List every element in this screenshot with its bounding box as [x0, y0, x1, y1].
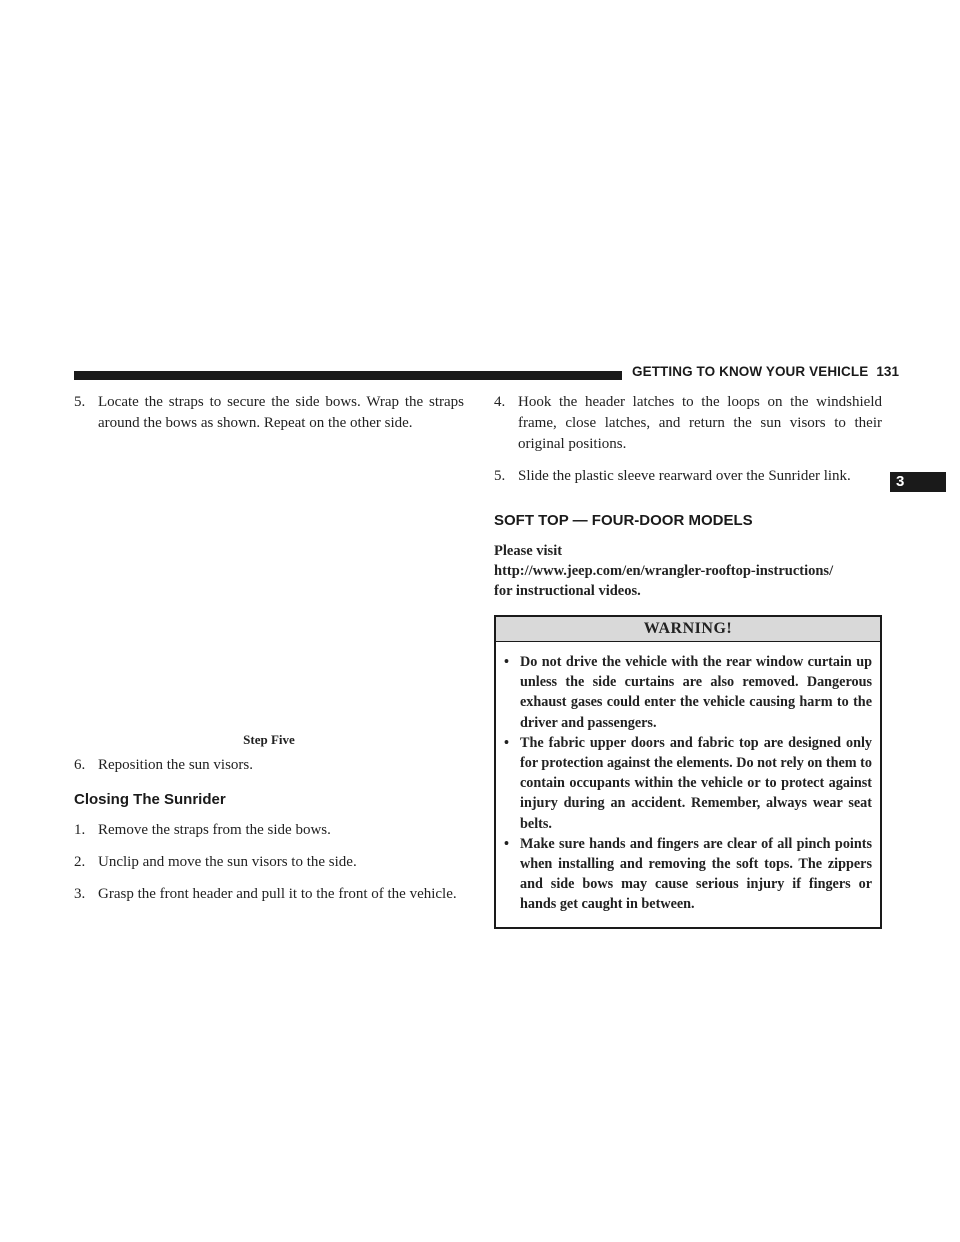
bullet-icon: • — [504, 835, 509, 852]
left-column — [74, 392, 464, 916]
header-rule — [74, 371, 622, 380]
step-five-figure — [74, 445, 464, 731]
warning-box — [494, 615, 882, 929]
step-5-sleeve-item: 5. Slide the plastic sleeve rearward over the Sunrider link. — [494, 468, 851, 484]
running-header — [632, 364, 899, 379]
warning-item: • The fabric upper doors and fabric top are designed only for protection against the elements. Do not rely on them to contain occupants within the vehicle or to protect against injury during an accident. Remember, always wear seat belts. — [504, 734, 872, 832]
page-number: 131 — [876, 364, 900, 379]
warning-item: • Do not drive the vehicle with the rear window curtain up unless the side curtains are also removed. Dangerous exhaust gases could enter the vehicle causing harm to the driver and passengers. — [504, 654, 872, 731]
figure-caption: Step Five — [243, 732, 295, 747]
bullet-icon: • — [504, 734, 509, 751]
soft-top-heading: SOFT TOP — FOUR-DOOR MODELS — [494, 512, 753, 529]
closing-step-2: 2. Unclip and move the sun visors to the side. — [74, 854, 357, 870]
step-5-item: 5. Locate the straps to secure the side bows. Wrap the straps around the bows as shown. Repeat on the other side. — [74, 394, 464, 431]
closing-sunrider-heading: Closing The Sunrider — [74, 791, 226, 808]
warning-item: • Make sure hands and fingers are clear of all pinch points when installing and removing the soft tops. The zippers and side bows may cause serious injury if fingers or hands get caught in between. — [504, 835, 872, 913]
video-instructions-note: Please visit http://www.jeep.com/en/wrangler-rooftop-instructions/ for instructional videos. — [494, 543, 834, 599]
instructions-url: http://www.jeep.com/en/wrangler-rooftop-instructions/ — [494, 563, 834, 579]
bullet-icon: • — [504, 654, 509, 670]
closing-step-3: 3. Grasp the front header and pull it to the front of the vehicle. — [74, 886, 457, 902]
warning-list — [496, 642, 880, 927]
right-column — [494, 392, 882, 929]
step-4-item: 4. Hook the header latches to the loops on the windshield frame, close latches, and return the sun visors to their original positions. — [494, 394, 882, 452]
step-6-item: 6. Reposition the sun visors. — [74, 757, 254, 773]
warning-title: WARNING! — [496, 617, 880, 642]
chapter-tab: 3 — [890, 472, 946, 492]
section-title: GETTING TO KNOW YOUR VEHICLE — [632, 364, 869, 379]
closing-step-1: 1. Remove the straps from the side bows. — [74, 822, 331, 838]
